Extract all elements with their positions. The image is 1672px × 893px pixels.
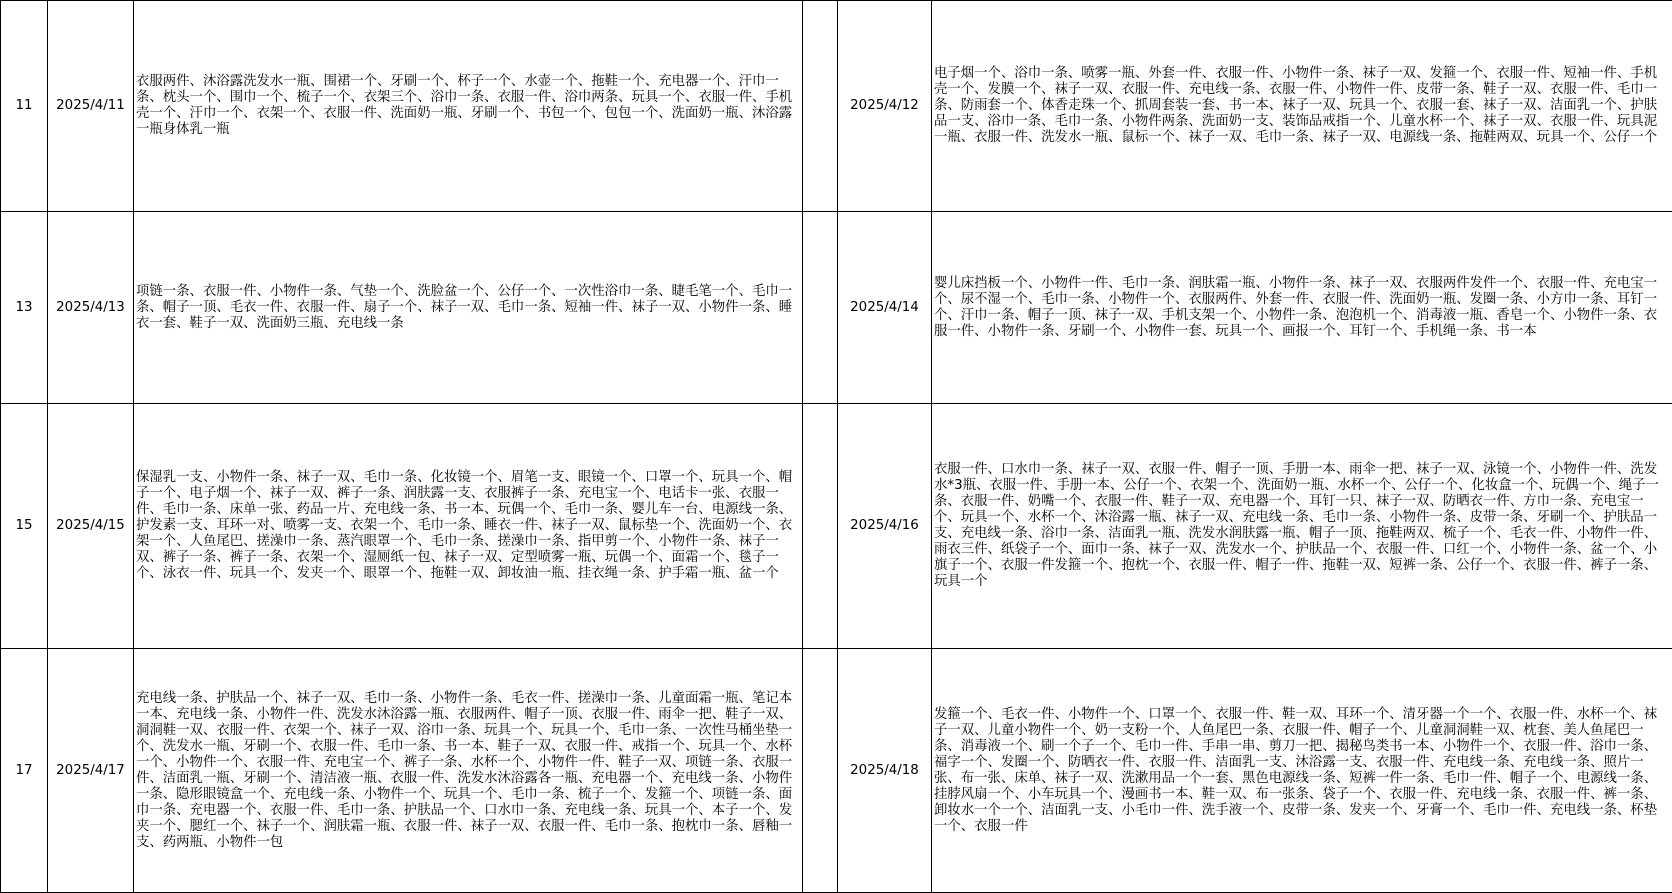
date-cell[interactable]: 2025/4/18 bbox=[838, 649, 932, 893]
date-cell[interactable]: 2025/4/15 bbox=[48, 404, 134, 649]
date-cell[interactable]: 2025/4/11 bbox=[48, 1, 134, 212]
empty-cell[interactable] bbox=[803, 212, 838, 404]
date-cell[interactable]: 2025/4/16 bbox=[838, 404, 932, 649]
empty-cell[interactable] bbox=[803, 404, 838, 649]
table-row bbox=[1, 649, 1672, 893]
empty-cell[interactable] bbox=[803, 1, 838, 212]
items-cell[interactable]: 婴儿床挡板一个、小物件一件、毛巾一条、润肤霜一瓶、小物件一条、袜子一双、衣服两件发件一个、衣服一件、充电宝一个、尿不湿一个、毛巾一条、小物件一个、衣服两件、外套一件、衣服一件、洗面奶一瓶、发圈一条、小方巾一条、耳钉一个、汗巾一条、帽子一顶、袜子一双、手机支架一个、小物件一条、泡泡机一个、消毒液一瓶、香皂一个、小物件一条、衣服一件、小物件一条、牙刷一个、小物件一套、玩具一个、画报一个、耳钉一个、手机绳一条、书一本 bbox=[932, 212, 1672, 404]
date-cell[interactable]: 2025/4/17 bbox=[48, 649, 134, 893]
items-cell[interactable]: 衣服两件、沐浴露洗发水一瓶、围裙一个、牙刷一个、杯子一个、水壶一个、拖鞋一个、充电器一个、汗巾一条、枕头一个、围巾一个、梳子一个、衣架三个、浴巾一条、衣服一件、浴巾两条、玩具一个、衣服一件、手机壳一个、汗巾一个、衣架一个、衣服一件、洗面奶一瓶、牙刷一个、书包一个、包包一个、洗面奶一瓶、沐浴露一瓶身体乳一瓶 bbox=[134, 1, 803, 212]
row-number-cell[interactable]: 11 bbox=[1, 1, 48, 212]
row-number-cell[interactable]: 13 bbox=[1, 212, 48, 404]
table-row bbox=[1, 1, 1672, 212]
date-cell[interactable]: 2025/4/13 bbox=[48, 212, 134, 404]
items-cell[interactable]: 保湿乳一支、小物件一条、袜子一双、毛巾一条、化妆镜一个、眉笔一支、眼镜一个、口罩一个、玩具一个、帽子一个、电子烟一个、袜子一双、裤子一条、润肤露一支、衣服裤子一条、充电宝一个、电话卡一张、衣服一件、毛巾一条、床单一张、药品一片、充电线一条、书一本、玩偶一个、毛巾一条、婴儿车一台、电源线一条、护发素一支、耳环一对、喷雾一支、衣架一个、毛巾一条、睡衣一件、袜子一双、鼠标垫一个、洗面奶一个、衣架一个、人鱼尾巴、搓澡巾一条、蒸汽眼罩一个、毛巾一条、搓澡巾一条、指甲剪一个、小物件一条、袜子一双、裤子一条、裤子一条、衣架一个、湿厕纸一包、袜子一双、定型喷雾一瓶、玩偶一个、面霜一个、毯子一个、泳衣一件、玩具一个、发夹一个、眼罩一个、拖鞋一双、卸妆油一瓶、挂衣绳一条、护手霜一瓶、盆一个 bbox=[134, 404, 803, 649]
items-cell[interactable]: 发箍一个、毛衣一件、小物件一个、口罩一个、衣服一件、鞋一双、耳环一个、清牙器一个一个、衣服一件、水杯一个、袜子一双、儿童小物件一个、奶一支粉一个、人鱼尾巴一条、衣服一件、帽子一个、儿童洞洞鞋一双、枕套、美人鱼尾巴一条、消毒液一个、刷一个子一个、毛巾一件、手串一串、剪刀一把、揭秘鸟类书一本、小物件一个、衣服一件、浴巾一条、福字一个、发圈一个、防晒衣一件、衣服一件、洁面乳一支、沐浴露一支、衣服一件、充电线一条、充电线一条、照片一张、布一张、床单、袜子一双、洗漱用品一个一套、黑色电源线一条、短裤一件一条、毛巾一件、帽子一个、电源线一条、挂脖风扇一个、小车玩具一个、漫画书一本、鞋一双、布一张条、袋子一个、衣服一件、充电线一条、衣服一件、裤一条、卸妆水一个一个、洁面乳一支、小毛巾一件、洗手液一个、皮带一条、发夹一个、牙膏一个、毛巾一件、充电线一条、杯垫一个、衣服一件 bbox=[932, 649, 1672, 893]
date-cell[interactable]: 2025/4/12 bbox=[838, 1, 932, 212]
row-number-cell[interactable]: 17 bbox=[1, 649, 48, 893]
date-cell[interactable]: 2025/4/14 bbox=[838, 212, 932, 404]
row-number-cell[interactable]: 15 bbox=[1, 404, 48, 649]
items-cell[interactable]: 电子烟一个、浴巾一条、喷雾一瓶、外套一件、衣服一件、小物件一条、袜子一双、发箍一个、衣服一件、短袖一件、手机壳一个、发膜一个、袜子一双、衣服一件、充电线一条、衣服一件、小物件一件、皮带一条、鞋子一双、衣服一件、毛巾一条、防雨套一个、体香走珠一个、抓周套装一套、书一本、袜子一双、玩具一个、衣服一套、袜子一双、洁面乳一个、护肤品一支、浴巾一条、毛巾一条、小物件两条、洗面奶一支、装饰品戒指一个、儿童水杯一个、袜子一双、衣服一件、玩具泥一瓶、衣服一件、洗发水一瓶、鼠标一个、袜子一双、毛巾一条、袜子一双、电源线一条、拖鞋两双、玩具一个、公仔一个 bbox=[932, 1, 1672, 212]
empty-cell[interactable] bbox=[803, 649, 838, 893]
items-cell[interactable]: 衣服一件、口水巾一条、袜子一双、衣服一件、帽子一顶、手册一本、雨伞一把、袜子一双、泳镜一个、小物件一件、洗发水*3瓶、衣服一件、手册一本、公仔一个、衣架一个、洗面奶一瓶、水杯一个、公仔一个、化妆盒一个、玩偶一个、绳子一条、衣服一件、奶嘴一个、衣服一件、鞋子一双、充电器一个、耳钉一只、袜子一双、防晒衣一件、方巾一条、充电宝一个、玩具一个、水杯一个、沐浴露一瓶、袜子一双、充电线一条、毛巾一条、小物件一条、皮带一条、牙刷一个、护肤品一支、充电线一条、浴巾一条、洁面乳一瓶、洗发水润肤露一瓶、帽子一顶、拖鞋两双、梳子一个、毛衣一件、小物件一件、雨衣三件、纸袋子一个、面巾一条、袜子一双、洗发水一个、护肤品一个、衣服一件、口红一个、小物件一条、盆一个、小旗子一个、衣服一件发箍一个、抱枕一个、衣服一件、帽子一件、拖鞋一双、短裤一条、公仔一个、衣服一件、裤子一条、玩具一个 bbox=[932, 404, 1672, 649]
table-row bbox=[1, 404, 1672, 649]
items-cell[interactable]: 充电线一条、护肤品一个、袜子一双、毛巾一条、小物件一条、毛衣一件、搓澡巾一条、儿童面霜一瓶、笔记本一本、充电线一条、小物件一件、洗发水沐浴露一瓶、衣服两件、帽子一顶、衣服一件、雨伞一把、鞋子一双、洞洞鞋一双、衣服一件、衣架一个、袜子一双、浴巾一条、玩具一个、玩具一个、毛巾一条、一次性马桶坐垫一个、洗发水一瓶、牙刷一个、衣服一件、毛巾一条、书一本、鞋子一双、衣服一件、戒指一个、玩具一个、水杯一个、小物件一个、衣服一件、充电宝一个、裤子一条、水杯一个、小物件一件、鞋子一双、项链一条、衣服一件、洁面乳一瓶、牙刷一个、清洁液一瓶、衣服一件、洗发水沐浴露各一瓶、充电器一个、充电线一条、小物件一条、隐形眼镜盒一个、充电线一条、小物件一个、玩具一个、毛巾一条、梳子一个、发箍一个、项链一条、面巾一条、充电器一个、衣服一件、毛巾一条、护肤品一个、口水巾一条、充电线一条、玩具一个、本子一个、发夹一个、腮红一个、袜子一个、润肤霜一瓶、衣服一件、袜子一双、衣服一件、毛巾一条、抱枕巾一条、唇釉一支、药两瓶、小物件一包 bbox=[134, 649, 803, 893]
items-cell[interactable]: 项链一条、衣服一件、小物件一条、气垫一个、洗脸盆一个、公仔一个、一次性浴巾一条、睫毛笔一个、毛巾一条、帽子一顶、毛衣一件、衣服一件、扇子一个、袜子一双、毛巾一条、短袖一件、袜子一双、小物件一条、睡衣一套、鞋子一双、洗面奶三瓶、充电线一条 bbox=[134, 212, 803, 404]
table-row bbox=[1, 212, 1672, 404]
